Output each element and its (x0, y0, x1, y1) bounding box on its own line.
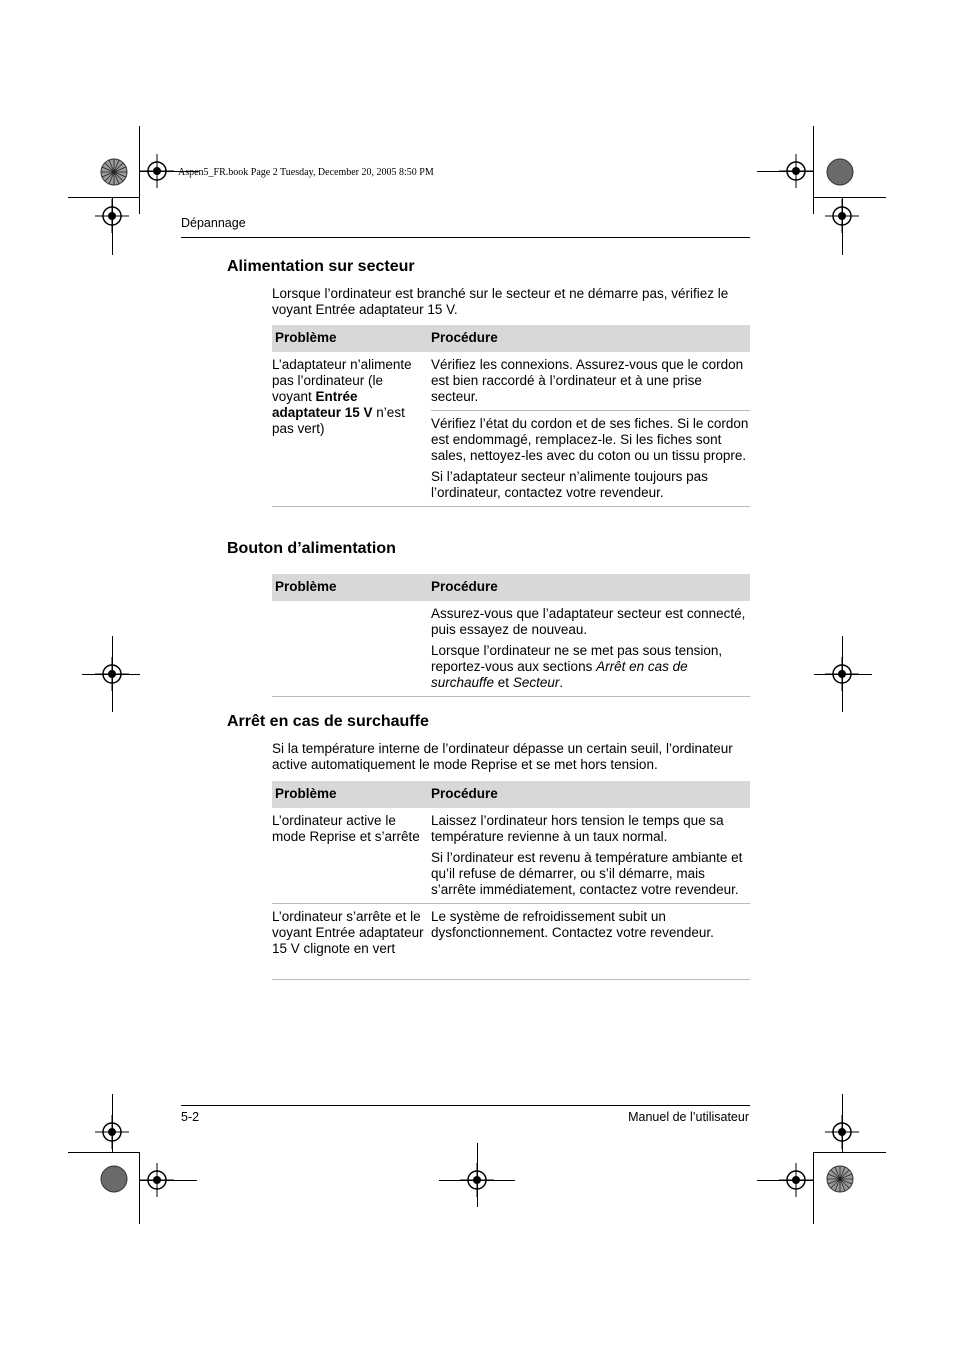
star-target-icon (826, 1165, 854, 1193)
section-title-alimentation-secteur: Alimentation sur secteur (227, 258, 415, 275)
procedure-block (431, 808, 750, 898)
table-row (272, 904, 750, 979)
registration-target-icon (825, 657, 859, 691)
star-target-icon (100, 158, 128, 186)
problem-cell: L’adaptateur n’alimente pas l’ordinateur (le voyant Entrée adaptateur 15 V n’est pas vert) (272, 357, 412, 436)
header-procedure: Procédure (431, 786, 498, 801)
section-title-arret-surchauffe: Arrêt en cas de surchauffe (227, 713, 429, 730)
procedure-text: Si l’ordinateur est revenu à température ambiante et qu’il refuse de démarrer, ou s’il démarre, mais s’arrête immédiatement, contactez votre revendeur. (431, 850, 743, 897)
procedure-block (431, 904, 750, 941)
procedure-text: Si l’adaptateur secteur n’alimente toujours pas l’ordinateur, contactez votre revendeur. (431, 469, 708, 500)
grey-disc-icon (100, 1165, 128, 1193)
header-procedure: Procédure (431, 579, 498, 594)
section-intro: Lorsque l’ordinateur est branché sur le secteur et ne démarre pas, vérifiez le voyant Entrée adaptateur 15 V. (272, 286, 729, 317)
procedure-block (431, 352, 750, 405)
procedure-block (431, 601, 750, 691)
section-intro: Si la température interne de l’ordinateur dépasse un certain seuil, l’ordinateur active automatiquement le mode Reprise et se met hors tension. (272, 741, 733, 772)
procedure-text: Lorsque l’ordinateur ne se met pas sous tension, reportez-vous aux sections Arrêt en cas de surchauffe et Secteur. (431, 643, 723, 690)
header-probleme: Problème (275, 330, 337, 345)
footer-rule (181, 1105, 750, 1106)
table-row (272, 808, 750, 898)
manual-title: Manuel de l’utilisateur (628, 1110, 749, 1124)
table-bottom-rule (272, 696, 750, 697)
procedure-text: Laissez l’ordinateur hors tension le temps que sa température revienne à un taux normal. (431, 813, 724, 844)
print-info: Aspen5_FR.book Page 2 Tuesday, December 20, 2005 8:50 PM (178, 167, 434, 178)
registration-target-icon (825, 199, 859, 233)
registration-target-icon (779, 1163, 813, 1197)
problem-cell: L’ordinateur active le mode Reprise et s’arrête (272, 813, 420, 844)
registration-target-icon (825, 1115, 859, 1149)
table-row (272, 352, 750, 501)
header-rule (181, 237, 750, 238)
troubleshooting-table (272, 781, 750, 980)
procedure-text: Vérifiez l’état du cordon et de ses fiches. Si le cordon est endommagé, remplacez-le. Si les fiches sont sales, nettoyez-les avec du coton ou un tissu propre. (431, 416, 749, 463)
procedure-block (431, 411, 750, 501)
header-probleme: Problème (275, 786, 337, 801)
table-row (272, 601, 750, 691)
header-procedure: Procédure (431, 330, 498, 345)
running-head: Dépannage (181, 216, 246, 230)
registration-target-icon (95, 1115, 129, 1149)
header-probleme: Problème (275, 579, 337, 594)
table-header (272, 781, 750, 808)
table-bottom-rule (272, 979, 750, 980)
page-number: 5-2 (181, 1110, 200, 1124)
troubleshooting-table (272, 574, 750, 697)
table-header (272, 325, 750, 352)
table-bottom-rule (272, 506, 750, 507)
problem-cell: L’ordinateur s’arrête et le voyant Entrée adaptateur 15 V clignote en vert (272, 909, 424, 956)
procedure-text: Vérifiez les connexions. Assurez-vous que le cordon est bien raccordé à l’ordinateur et à une prise secteur. (431, 357, 744, 404)
procedure-text: Le système de refroidissement subit un dysfonctionnement. Contactez votre revendeur. (431, 909, 714, 940)
registration-target-icon (95, 657, 129, 691)
registration-target-icon (140, 1163, 174, 1197)
registration-target-icon (95, 199, 129, 233)
troubleshooting-table (272, 325, 750, 507)
procedure-text: Assurez-vous que l’adaptateur secteur est connecté, puis essayez de nouveau. (431, 606, 746, 637)
registration-target-icon (140, 154, 174, 188)
registration-target-icon (779, 154, 813, 188)
registration-target-icon (460, 1163, 494, 1197)
section-title-bouton-alimentation: Bouton d’alimentation (227, 540, 396, 557)
table-header (272, 574, 750, 601)
grey-disc-icon (826, 158, 854, 186)
